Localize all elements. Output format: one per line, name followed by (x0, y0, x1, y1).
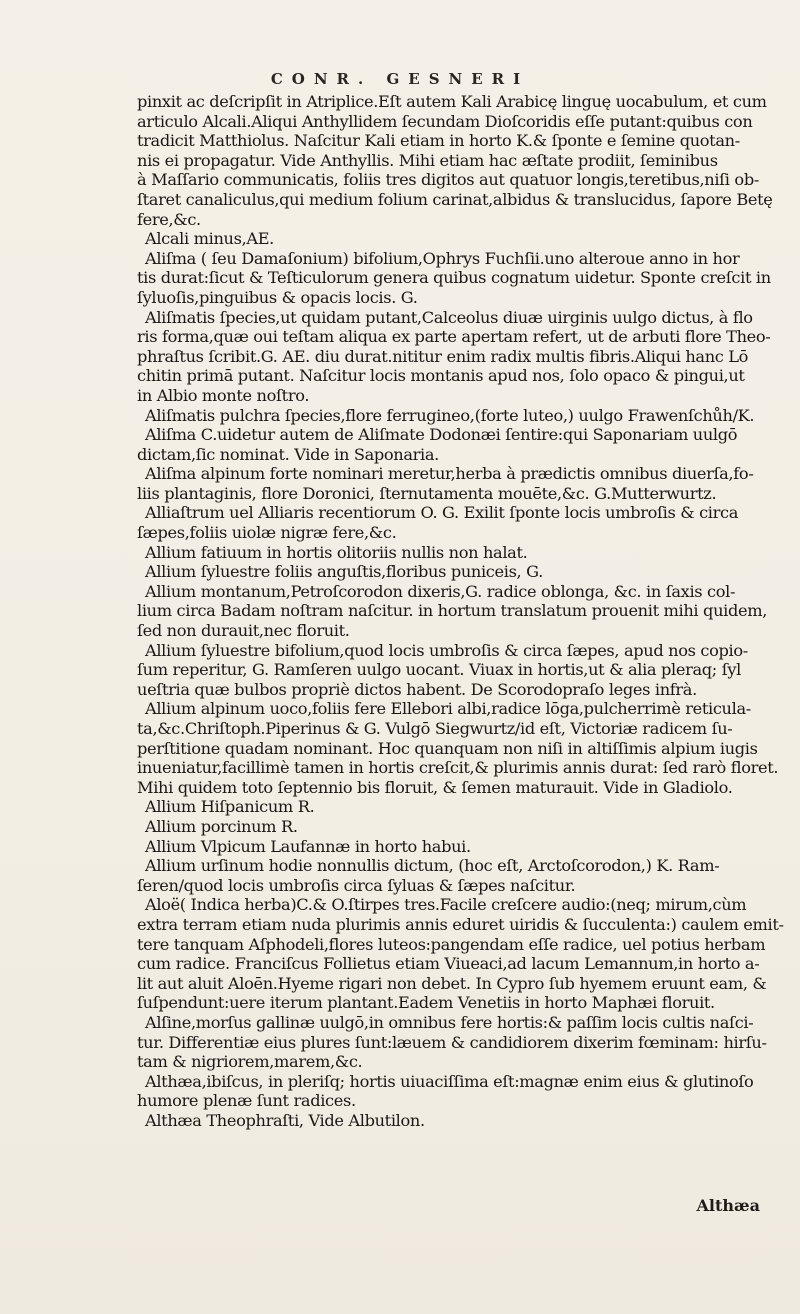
text-line: fere,&c. (137, 209, 201, 229)
text-line: extra terram etiam nuda plurimis annis eduret uiridis & ſucculenta:) caulem emit- (137, 914, 784, 934)
text-line: lit aut aluit Aloēn.Hyeme rigari non debet. In Cypro ſub hyemem eruunt eam, & (137, 973, 767, 993)
text-line: ſæpes,foliis uiolæ nigræ fere,&c. (137, 523, 397, 543)
text-line: Allium urſinum hodie nonnullis dictum, (hoc eſt, Arctoſcorodon,) K. Ram- (145, 856, 720, 876)
text-line: Allium alpinum uoco,foliis fere Ellebori albi,radice lōga,pulcherrimè reticula- (145, 699, 751, 719)
text-line: Aliſma ( ſeu Damaſonium) bifolium,Ophrys Fuchſii.uno alteroue anno in hor (145, 248, 740, 268)
text-line: Aliſmatis ſpecies,ut quidam putant,Calceolus diuæ uirginis uulgo dictus, à flo (145, 307, 753, 327)
text-line: tradicit Matthiolus. Naſcitur Kali etiam in horto K.& ſponte e ſemine quotan- (137, 131, 740, 151)
text-line: Allium porcinum R. (145, 816, 298, 836)
text-line: chitin primā putant. Naſcitur locis montanis apud nos, ſolo opaco & pingui,ut (137, 366, 745, 386)
text-block (137, 92, 787, 1130)
text-line: perſtitione quadam nominant. Hoc quanquam non niſi in altiſſimis alpium iugis (137, 738, 758, 758)
text-line: inueniatur,facillimè tamen in hortis creſcit,& plurimis annis durat: ſed rarò floret. (137, 758, 779, 778)
text-line: Allium Vlpicum Laufannæ in horto habui. (145, 836, 471, 856)
text-line: ſeren/quod locis umbroſis circa ſyluas & ſæpes naſcitur. (137, 875, 576, 895)
text-line: tur. Differentiæ eius plures ſunt:læuem & candidiorem dixerim fœminam: hirſu- (137, 1032, 767, 1052)
text-line: tam & nigriorem,marem,&c. (137, 1052, 363, 1072)
text-line: Allium ſyluestre bifolium,quod locis umbroſis & circa ſæpes, apud nos copio- (145, 640, 748, 660)
text-line: ſum reperitur, G. Ramſeren uulgo uocant. Viuax in hortis,ut & alia pleraq; ſyl (137, 660, 741, 680)
text-line: liis plantaginis, flore Doronici, ſternutamenta mouēte,&c. G.Mutterwurtz. (137, 483, 717, 503)
text-line: dictam,ſic nominat. Vide in Saponaria. (137, 444, 439, 464)
text-line: Allium Hiſpanicum R. (145, 797, 315, 817)
text-line: Allium montanum,Petroſcorodon dixeris,G. radice oblonga, &c. in ſaxis col- (145, 581, 736, 601)
text-line: Aliſmatis pulchra ſpecies,flore ferrugineo,(forte luteo,) uulgo Frawenſchůh/K. (145, 405, 755, 425)
text-line: humore plenæ ſunt radices. (137, 1091, 356, 1111)
text-line: Aliſma alpinum forte nominari meretur,herba à prædictis omnibus diuerſa,fo- (145, 464, 754, 484)
text-line: Althæa,ibiſcus, in pleriſq; hortis uiuaciſſima eſt:magnæ enim eius & glutinoſo (145, 1071, 754, 1091)
text-line: pinxit ac deſcripſit in Atriplice.Eſt autem Kali Arabicę linguę uocabulum, et cum (137, 92, 767, 111)
text-line: in Albio monte noſtro. (137, 385, 310, 405)
text-line: cum radice. Franciſcus Follietus etiam Viueaci,ad lacum Lemannum,in horto a- (137, 954, 760, 974)
text-line: tere tanquam Aſphodeli,flores luteos:pangendam eſſe radice, uel potius herbam (137, 934, 766, 954)
text-line: ſtaret canaliculus,qui medium folium carinat,albidus & translucidus, ſapore Betę (137, 189, 773, 209)
text-line: Allium fatiuum in hortis olitoriis nullis non halat. (145, 542, 528, 562)
text-line: à Maſſario communicatis, foliis tres digitos aut quatuor longis,teretibus,niſi ob- (137, 170, 759, 190)
text-line: ta,&c.Chriſtoph.Piperinus & G. Vulgō Siegwurtz/id eſt, Victoriæ radicem ſu- (137, 719, 733, 738)
text-line: Alliaſtrum uel Alliaris recentiorum O. G. Exilit ſponte locis umbroſis & circa (145, 503, 739, 523)
text-line: Alcali minus,AE. (145, 229, 274, 249)
text-line: nis ei propagatur. Vide Anthyllis. Mihi etiam hac æſtate prodiit, ſeminibus (137, 150, 718, 170)
text-line: Althæa Theophraſti, Vide Albutilon. (145, 1110, 425, 1130)
text-line: phraſtus ſcribit.G. AE. diu durat.nititur enim radix multis fibris.Aliqui hanc Lō (137, 346, 749, 366)
text-line: ris forma,quæ oui teſtam aliqua ex parte apertam refert, ut de arbuti flore Theo- (137, 327, 771, 347)
catchword: Althæa (696, 1196, 760, 1215)
text-line: ueſtria quæ bulbos propriè dictos habent. De Scorodopraſo leges infrà. (137, 679, 697, 699)
text-line: Mihi quidem toto ſeptennio bis floruit, & ſemen maturauit. Vide in Gladiolo. (137, 777, 733, 797)
text-line: Alſine,morſus gallinæ uulgō,in omnibus fere hortis:& paſſim locis cultis naſci- (145, 1012, 754, 1032)
text-line: ſyluoſis,pinguibus & opacis locis. G. (137, 287, 418, 307)
text-line: Allium ſyluestre foliis anguſtis,floribus puniceis, G. (145, 562, 543, 582)
text-line: ſuſpendunt:uere iterum plantant.Eadem Venetiis in horto Maphæi floruit. (137, 993, 715, 1013)
text-line: ſed non durauit,nec floruit. (137, 621, 350, 641)
text-line: articulo Alcali.Aliqui Anthyllidem ſecundam Dioſcoridis eſſe putant:quibus con (137, 111, 753, 131)
text-line: lium circa Badam noſtram naſcitur. in hortum translatum prouenit mihi quidem, (137, 601, 768, 621)
text-line: tis durat:ſicut & Teſticulorum genera quibus cognatum uidetur. Sponte creſcit in (137, 268, 771, 288)
text-line: Aloë( Indica herba)C.& O.ſtirpes tres.Facile creſcere audio:(neq; mirum,cùm (145, 895, 747, 915)
text-line: Aliſma C.uidetur autem de Aliſmate Dodonæi ſentire:qui Saponariam uulgō (145, 425, 738, 445)
running-head: CONR. GESNERI (270, 70, 530, 88)
